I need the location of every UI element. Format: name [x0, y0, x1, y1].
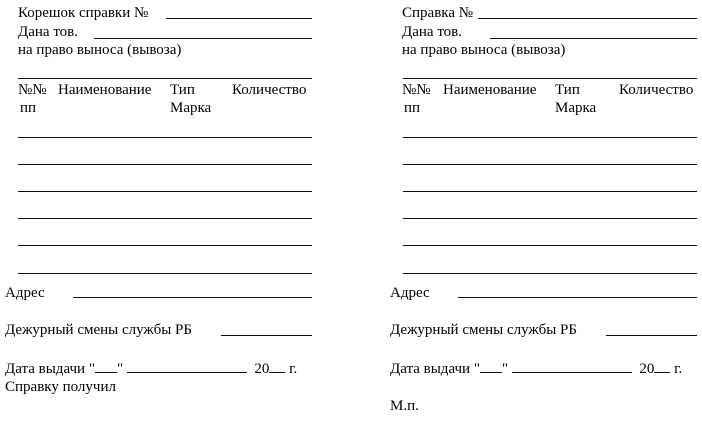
- col-name: Наименование: [58, 82, 152, 98]
- given-to-label: Дана тов.: [402, 24, 463, 40]
- given-to-label: Дана тов.: [18, 24, 79, 40]
- duty-label: Дежурный смены службы РБ: [5, 322, 193, 338]
- item-line[interactable]: [403, 245, 697, 246]
- given-to-field[interactable]: [94, 38, 312, 39]
- number-field[interactable]: [166, 18, 312, 19]
- item-line[interactable]: [18, 273, 312, 274]
- day-field[interactable]: [480, 360, 502, 373]
- day-field[interactable]: [95, 360, 117, 373]
- certificate-section: [385, 0, 702, 423]
- address-label: Адрес: [5, 285, 45, 301]
- item-line[interactable]: [18, 191, 312, 192]
- month-field[interactable]: [512, 360, 632, 373]
- date-label: Дата выдачи ": [390, 361, 480, 377]
- col-number: №№: [18, 82, 47, 98]
- col-type-sub: Марка: [555, 100, 597, 116]
- duty-field[interactable]: [606, 335, 697, 336]
- stamp-label: М.п.: [390, 398, 419, 414]
- divider: [18, 78, 312, 79]
- year-prefix: 20: [639, 361, 655, 377]
- date-quote: ": [116, 361, 124, 377]
- col-type: Тип: [170, 82, 195, 98]
- date-quote: ": [501, 361, 509, 377]
- item-line[interactable]: [18, 137, 312, 138]
- year-suffix: г.: [674, 361, 683, 377]
- item-line[interactable]: [403, 137, 697, 138]
- item-line[interactable]: [403, 191, 697, 192]
- address-label: Адрес: [390, 285, 430, 301]
- year-field[interactable]: [269, 360, 285, 373]
- item-line[interactable]: [403, 218, 697, 219]
- item-line[interactable]: [18, 245, 312, 246]
- col-type-sub: Марка: [170, 100, 212, 116]
- address-field[interactable]: [458, 297, 697, 298]
- item-line[interactable]: [18, 218, 312, 219]
- year-suffix: г.: [289, 361, 298, 377]
- col-number: №№: [402, 82, 431, 98]
- purpose-label: на право выноса (вывоза): [402, 42, 566, 58]
- item-line[interactable]: [403, 273, 697, 274]
- date-line: [5, 360, 297, 378]
- received-label: Справку получил: [5, 379, 116, 395]
- duty-label: Дежурный смены службы РБ: [390, 322, 578, 338]
- year-prefix: 20: [254, 361, 270, 377]
- item-line[interactable]: [18, 164, 312, 165]
- col-type: Тип: [555, 82, 580, 98]
- stub-title: Корешок справки №: [18, 5, 149, 21]
- col-name: Наименование: [443, 82, 537, 98]
- item-line[interactable]: [403, 164, 697, 165]
- purpose-label: на право выноса (вывоза): [18, 42, 182, 58]
- given-to-field[interactable]: [490, 38, 697, 39]
- date-line: [390, 360, 682, 378]
- col-number-sub: пп: [404, 100, 421, 116]
- divider: [403, 78, 697, 79]
- date-label: Дата выдачи ": [5, 361, 95, 377]
- col-number-sub: пп: [20, 100, 37, 116]
- number-field[interactable]: [478, 18, 697, 19]
- year-field[interactable]: [654, 360, 670, 373]
- col-quantity: Количество: [232, 82, 307, 98]
- address-field[interactable]: [73, 297, 312, 298]
- month-field[interactable]: [127, 360, 247, 373]
- duty-field[interactable]: [221, 335, 312, 336]
- certificate-title: Справка №: [402, 5, 474, 21]
- col-quantity: Количество: [619, 82, 694, 98]
